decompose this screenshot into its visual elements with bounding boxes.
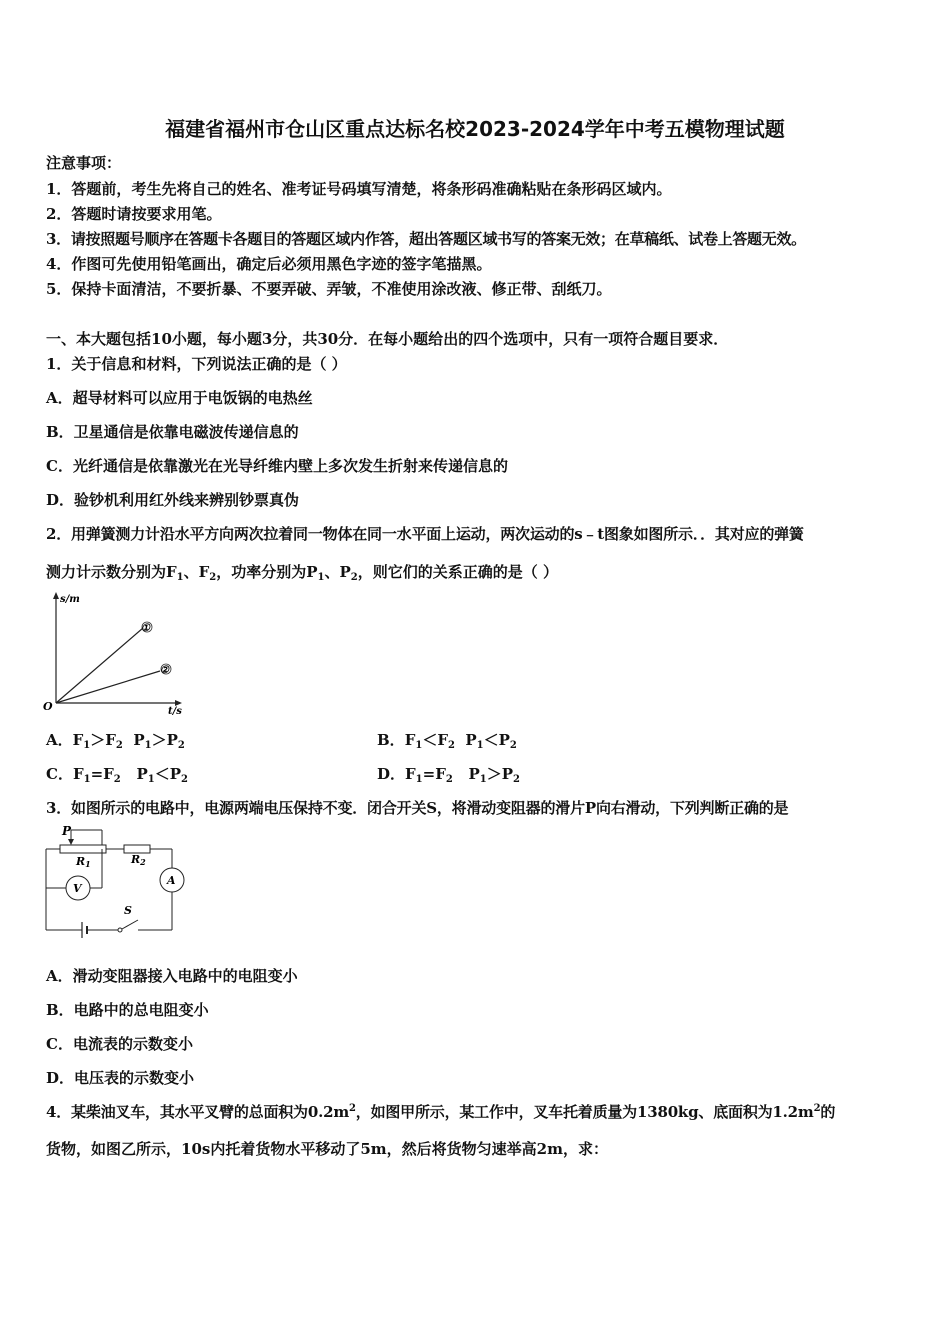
switch <box>122 920 138 929</box>
q2-option-c: C．$F_1=F_2$ $P_1<P_2$ <box>46 765 188 785</box>
st-graph <box>40 590 190 718</box>
q1-option-a: A．超导材料可以应用于电饭锅的电热丝 <box>46 389 313 407</box>
notice-item: 2．答题时请按要求用笔。 <box>46 205 222 223</box>
section-heading: 一、本大题包括10小题，每小题3分，共30分．在每小题给出的四个选项中，只有一项符合题目要求． <box>46 330 729 348</box>
q3-option-a: A．滑动变阻器接入电路中的电阻变小 <box>46 967 298 985</box>
resistor-r1 <box>60 845 106 853</box>
q3-option-b: B．电路中的总电阻变小 <box>46 1001 209 1019</box>
q1-stem: 1．关于信息和材料，下列说法正确的是（ ） <box>46 355 347 373</box>
q2-option-a: A．$F_1>F_2$ $P_1>P_2$ <box>46 731 185 751</box>
svg-text:R1: R1 <box>76 855 91 869</box>
q3-stem: 3．如图所示的电路中，电源两端电压保持不变．闭合开关S，将滑动变阻器的滑片P向右滑动，下列判断正确的是 <box>46 799 789 817</box>
graph-y-label: s/m <box>60 594 80 605</box>
q1-option-d: D．验钞机利用红外线来辨别钞票真伪 <box>46 491 300 509</box>
q1-option-c: C．光纤通信是依靠激光在光导纤维内壁上多次发生折射来传递信息的 <box>46 457 508 475</box>
notice-heading: 注意事项： <box>46 154 122 172</box>
notice-item: 3．请按照题号顺序在答题卡各题目的答题区域内作答，超出答题区域书写的答案无效；在草稿纸、试卷上答题无效。 <box>46 230 806 248</box>
q2-stem-line2: 测力计示数分别为$F_1$、$F_2$，功率分别为$P_1$、$P_2$，则它们的关系正确的是（ ） <box>46 563 558 583</box>
graph-origin: O <box>43 700 53 713</box>
q2-option-d: D．$F_1=F_2$ $P_1>P_2$ <box>377 765 520 785</box>
graph-line-2 <box>56 671 160 703</box>
svg-text:R2: R2 <box>131 853 146 867</box>
q3-option-c: C．电流表的示数变小 <box>46 1035 193 1053</box>
page-title: 福建省福州市仓山区重点达标名校2023-2024学年中考五模物理试题 <box>165 117 785 141</box>
resistor-r2 <box>124 845 150 853</box>
q2-stem-line1: 2．用弹簧测力计沿水平方向两次拉着同一物体在同一水平面上运动，两次运动的s﹣t图象如图所示．．其对应的弹簧 <box>46 525 804 543</box>
switch-label: S <box>124 904 132 917</box>
q1-option-b: B．卫星通信是依靠电磁波传递信息的 <box>46 423 299 441</box>
voltmeter-label: V <box>73 882 82 895</box>
graph-x-label: t/s <box>168 706 182 717</box>
slider-label: P <box>62 824 72 838</box>
q4-stem-line2: 货物，如图乙所示，10s内托着货物水平移动了5m，然后将货物匀速举高2m，求： <box>46 1140 608 1158</box>
graph-line-1 <box>56 628 143 703</box>
circuit-diagram <box>40 822 190 942</box>
notice-item: 4．作图可先使用铅笔画出，确定后必须用黑色字迹的签字笔描黑。 <box>46 255 492 273</box>
graph-line-1-label: ① <box>141 623 150 634</box>
notice-item: 1．答题前，考生先将自己的姓名、准考证号码填写清楚，将条形码准确粘贴在条形码区域内。 <box>46 180 672 198</box>
ammeter-label: A <box>167 874 176 887</box>
q2-option-b: B．$F_1<F_2$ $P_1<P_2$ <box>377 731 517 751</box>
q4-stem-line1: 4．某柴油叉车，其水平叉臂的总面积为$0.2m^2$，如图甲所示，某工作中，叉车托着质量为1380kg、底面积为$1.2m^2$的 <box>46 1103 836 1121</box>
notice-item: 5．保持卡面清洁，不要折暴、不要弄破、弄皱，不准使用涂改液、修正带、刮纸刀。 <box>46 280 612 298</box>
q3-option-d: D．电压表的示数变小 <box>46 1069 195 1087</box>
graph-line-2-label: ② <box>160 665 169 676</box>
